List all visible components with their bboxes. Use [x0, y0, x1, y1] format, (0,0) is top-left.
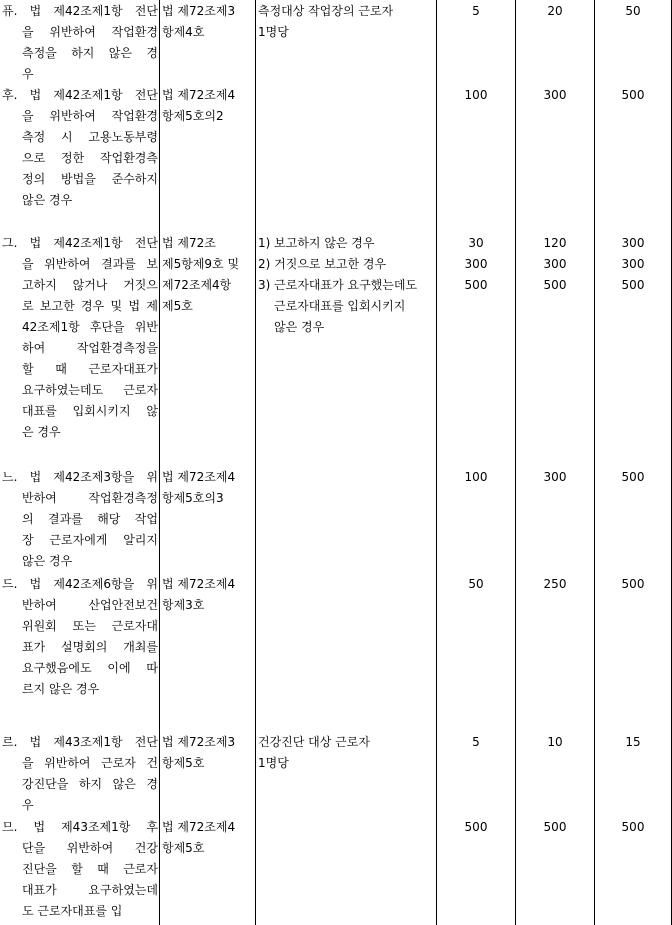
provision-cell	[162, 732, 254, 774]
violation-cell-line: 그. 법 제42조제1항 전단	[2, 236, 158, 250]
provision-cell-line: 항제5호	[162, 841, 205, 855]
violation-cell-line: 을 위반하여 근로자 건	[22, 756, 158, 770]
criteria-cell-line: 건강진단 대상 근로자	[258, 735, 370, 749]
provision-cell-line: 항제3호	[162, 598, 205, 612]
provision-cell-line: 제72조제4항	[162, 278, 232, 292]
violation-cell-line: 반하여 작업환경측정	[22, 491, 158, 505]
third-violation-amount-line: 300	[621, 236, 645, 250]
violation-cell	[2, 1, 158, 85]
first-violation-amount	[437, 467, 515, 488]
violation-cell-line: 을 위반하여 작업환경	[22, 109, 158, 123]
violation-cell-line: 단을 위반하여 건강	[22, 841, 158, 855]
provision-cell-line: 제5항제9호 및	[162, 257, 240, 271]
second-violation-amount-line: 20	[547, 4, 563, 18]
first-violation-amount	[437, 817, 515, 838]
violation-cell-line: 도 근로자대표를 입	[22, 904, 123, 918]
third-violation-amount	[595, 233, 671, 296]
violation-cell-line: 느. 법 제42조제3항을 위	[2, 470, 158, 484]
third-violation-amount-line: 500	[621, 820, 645, 834]
criteria-cell-line: 1명당	[258, 25, 289, 39]
second-violation-amount-line: 300	[543, 257, 567, 271]
first-violation-amount-line: 500	[464, 278, 488, 292]
violation-cell-line: 우	[22, 67, 34, 81]
third-violation-amount-line: 50	[625, 4, 641, 18]
third-violation-amount-line: 300	[621, 257, 645, 271]
violation-cell-line: 않은 경우	[22, 193, 73, 207]
criteria-cell-line: 2) 거짓으로 보고한 경우	[258, 257, 387, 271]
violation-cell-line: 요구했음에도 이에 따	[22, 661, 158, 675]
violation-cell-line: 의 결과를 해당 작업	[22, 512, 158, 526]
violation-cell-line: 우	[22, 798, 34, 812]
violation-cell-line: 할 때 근로자대표가	[22, 362, 158, 376]
violation-cell	[2, 817, 158, 922]
second-violation-amount	[516, 85, 594, 106]
provision-cell-line: 제5호	[162, 299, 193, 313]
second-violation-amount	[516, 1, 594, 22]
violation-cell-line: 으로 정한 작업환경측	[22, 151, 158, 165]
violation-cell-line: 고하지 않거나 거짓으	[22, 278, 158, 292]
first-violation-amount-line: 500	[464, 820, 488, 834]
criteria-cell	[258, 732, 436, 774]
violation-cell	[2, 574, 158, 700]
provision-cell	[162, 1, 254, 43]
third-violation-amount	[595, 1, 671, 22]
violation-cell-line: 반하여 산업안전보건	[22, 598, 158, 612]
criteria-cell-line: 1명당	[258, 756, 289, 770]
second-violation-amount	[516, 732, 594, 753]
second-violation-amount-line: 10	[547, 735, 563, 749]
first-violation-amount	[437, 233, 515, 296]
violation-cell-line: 르. 법 제43조제1항 전단	[2, 735, 158, 749]
violation-cell-line: 측정을 하지 않은 경	[22, 46, 158, 60]
first-violation-amount	[437, 1, 515, 22]
third-violation-amount-line: 15	[625, 735, 641, 749]
first-violation-amount	[437, 732, 515, 753]
second-violation-amount-line: 500	[543, 278, 567, 292]
second-violation-amount-line: 120	[543, 236, 567, 250]
first-violation-amount-line: 5	[472, 4, 480, 18]
violation-cell-line: 하여 작업환경측정을	[22, 341, 158, 355]
violation-cell-line: 않은 경우	[22, 554, 73, 568]
third-violation-amount-line: 500	[621, 577, 645, 591]
column-divider	[159, 0, 160, 925]
second-violation-amount	[516, 817, 594, 838]
violation-cell-line: 위원회 또는 근로자대	[22, 619, 158, 633]
violation-cell-line: 표가 설명회의 개최를	[22, 640, 158, 654]
provision-cell-line: 항제5호의3	[162, 491, 224, 505]
third-violation-amount-line: 500	[621, 278, 645, 292]
first-violation-amount-line: 30	[468, 236, 484, 250]
provision-cell-line: 법 제72조제4	[162, 820, 236, 834]
violation-cell-line: 42조제1항 후단을 위반	[22, 320, 158, 334]
violation-cell-line: 을 위반하여 작업환경	[22, 25, 158, 39]
column-divider	[255, 0, 256, 925]
first-violation-amount-line: 5	[472, 735, 480, 749]
column-divider	[594, 0, 595, 925]
third-violation-amount	[595, 817, 671, 838]
criteria-cell-line: 3) 근로자대표가 요구했는데도	[258, 278, 418, 292]
provision-cell-line: 법 제72조제3	[162, 735, 236, 749]
provision-cell-line: 법 제72조제3	[162, 4, 236, 18]
violation-cell-line: 르지 않은 경우	[22, 682, 100, 696]
violation-cell	[2, 467, 158, 572]
violation-cell-line: 드. 법 제42조제6항을 위	[2, 577, 158, 591]
violation-cell-line: 측정 시 고용노동부령	[22, 130, 158, 144]
third-violation-amount	[595, 732, 671, 753]
provision-cell-line: 항제5호	[162, 756, 205, 770]
provision-cell	[162, 85, 254, 127]
criteria-cell	[258, 1, 436, 43]
second-violation-amount-line: 300	[543, 470, 567, 484]
violation-cell-line: 로 보고한 경우 및 법 제	[22, 299, 158, 313]
violation-cell-line: 을 위반하여 결과를 보	[22, 257, 158, 271]
violation-cell-line: 은 경우	[22, 425, 61, 439]
second-violation-amount-line: 300	[543, 88, 567, 102]
provision-cell-line: 항제4호	[162, 25, 205, 39]
second-violation-amount-line: 500	[543, 820, 567, 834]
criteria-cell-line: 1) 보고하지 않은 경우	[258, 236, 375, 250]
third-violation-amount-line: 500	[621, 470, 645, 484]
criteria-cell	[258, 233, 436, 338]
first-violation-amount-line: 100	[464, 470, 488, 484]
first-violation-amount-line: 50	[468, 577, 484, 591]
violation-cell-line: 정의 방법을 준수하지	[22, 172, 158, 186]
second-violation-amount	[516, 574, 594, 595]
violation-cell	[2, 85, 158, 211]
provision-cell-line: 법 제72조제4	[162, 88, 236, 102]
violation-cell-line: 요구하였는데도 근로자	[22, 383, 158, 397]
violation-cell-line: 장 근로자에게 알리지	[22, 533, 158, 547]
column-divider	[436, 0, 437, 925]
criteria-cell-line: 측정대상 작업장의 근로자	[258, 4, 394, 18]
third-violation-amount	[595, 467, 671, 488]
provision-cell	[162, 233, 254, 317]
violation-cell-line: 진단을 할 때 근로자	[22, 862, 158, 876]
provision-cell-line: 법 제72조	[162, 236, 216, 250]
column-divider	[515, 0, 516, 925]
violation-cell-line: 퓨. 법 제42조제1항 전단	[2, 4, 158, 18]
violation-cell	[2, 732, 158, 816]
violation-cell-line: 강진단을 하지 않은 경	[22, 777, 158, 791]
violation-cell-line: 대표를 입회시키지 않	[22, 404, 158, 418]
provision-cell-line: 법 제72조제4	[162, 470, 236, 484]
first-violation-amount-line: 300	[464, 257, 488, 271]
provision-cell	[162, 574, 254, 616]
violation-cell-line: 므. 법 제43조제1항 후	[2, 820, 158, 834]
third-violation-amount	[595, 85, 671, 106]
second-violation-amount-line: 250	[543, 577, 567, 591]
first-violation-amount	[437, 85, 515, 106]
criteria-cell-line: 않은 경우	[274, 320, 325, 334]
provision-cell	[162, 817, 254, 859]
third-violation-amount-line: 500	[621, 88, 645, 102]
provision-cell-line: 항제5호의2	[162, 109, 224, 123]
violation-cell-line: 후. 법 제42조제1항 전단	[2, 88, 158, 102]
second-violation-amount	[516, 233, 594, 296]
first-violation-amount-line: 100	[464, 88, 488, 102]
provision-cell-line: 법 제72조제4	[162, 577, 236, 591]
second-violation-amount	[516, 467, 594, 488]
violation-cell	[2, 233, 158, 443]
third-violation-amount	[595, 574, 671, 595]
first-violation-amount	[437, 574, 515, 595]
provision-cell	[162, 467, 254, 509]
violation-cell-line: 대표가 요구하였는데	[22, 883, 158, 897]
criteria-cell-line: 근로자대표를 입회시키지	[274, 299, 406, 313]
